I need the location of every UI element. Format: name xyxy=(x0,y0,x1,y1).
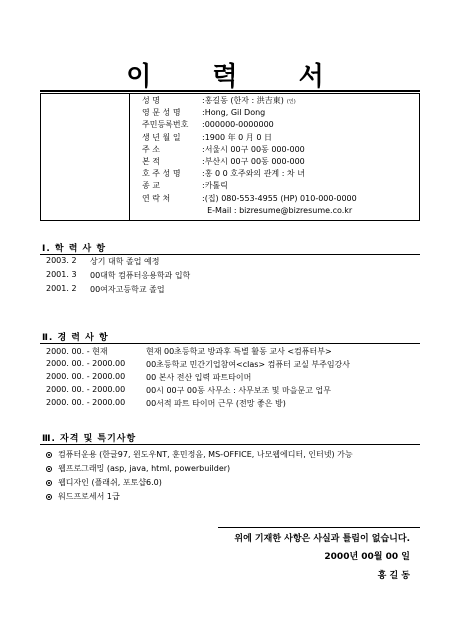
education-section-rule xyxy=(40,254,420,255)
career-row xyxy=(46,385,331,396)
info-row-religion: 종 교 : 카톨릭 xyxy=(142,180,422,192)
career-row xyxy=(46,398,286,409)
info-row-domicile: 본 적 : 부산시 00구 00동 000-000 xyxy=(142,156,422,168)
education-text: 00대학 컴퓨터응용학과 입학 xyxy=(90,271,191,280)
skill-item xyxy=(46,491,120,502)
career-date: 2000. 00. - 2000.00 xyxy=(46,359,126,368)
circle-bullet-icon xyxy=(46,480,52,486)
info-value: 000000-0000000 xyxy=(204,120,274,130)
info-value: Hong, Gil Dong xyxy=(204,108,266,118)
info-row-householder: 호 주 성 명 : 홍 0 0 호주와의 관계 : 차 녀 xyxy=(142,168,422,180)
skills-section-rule xyxy=(40,444,420,445)
info-row-birthdate: 생 년 월 일 : 1900 年 0 月 0 日 xyxy=(142,132,422,144)
declaration-rule xyxy=(218,527,420,528)
career-row xyxy=(46,359,350,370)
info-row-english-name: 영 문 성 명 : Hong, Gil Dong xyxy=(142,107,422,119)
info-value: 홍 0 0 호주와의 관계 : 차 녀 xyxy=(204,169,305,179)
info-label: 영 문 성 명 xyxy=(142,108,181,118)
career-text: 00서적 파트 타이머 근무 (전망 좋은 방) xyxy=(146,399,286,408)
career-date: 2000. 00. - 2000.00 xyxy=(46,398,126,407)
info-row-address: 주 소 : 서울시 00구 00동 000-000 xyxy=(142,144,422,156)
circle-bullet-icon xyxy=(46,494,52,500)
career-row xyxy=(46,372,251,383)
circle-bullet-icon xyxy=(46,452,52,458)
info-label: 호 주 성 명 xyxy=(142,169,181,179)
info-label: 종 교 xyxy=(142,181,160,191)
career-section-title: Ⅱ. 경 력 사 항 xyxy=(42,333,109,343)
education-date: 2001. 2 xyxy=(46,284,77,293)
declaration-statement: 위에 기재한 사항은 사실과 틀림이 없습니다. xyxy=(234,534,410,544)
career-text: 00 본사 전산 입력 파트타이머 xyxy=(146,373,252,382)
career-date: 2000. 00. - 현재 xyxy=(46,347,108,356)
info-value: 부산시 00구 00동 000-000 xyxy=(204,156,305,166)
skill-text: 웹프로그래밍 (asp, java, html, powerbuilder) xyxy=(58,464,231,473)
education-text: 상기 대학 졸업 예정 xyxy=(90,257,160,266)
seal-mark: (인) xyxy=(286,99,296,105)
info-value: 서울시 00구 00동 000-000 xyxy=(204,144,305,154)
skill-text: 워드프로세서 1급 xyxy=(58,492,120,501)
title-divider xyxy=(40,90,420,92)
info-label: 본 적 xyxy=(142,156,160,166)
skill-item xyxy=(46,449,353,460)
info-row-email xyxy=(142,205,422,217)
info-label: 생 년 월 일 xyxy=(142,132,181,142)
education-section-title: Ⅰ. 학 력 사 항 xyxy=(42,244,107,254)
skill-text: 웹디자인 (플래쉬, 포토샵6.0) xyxy=(58,478,162,487)
info-value: E-Mail : bizresume@bizresume.co.kr xyxy=(207,205,353,215)
education-date: 2003. 2 xyxy=(46,256,77,265)
education-row xyxy=(46,270,190,281)
career-text: 00초등학교 민간기업참여<clas> 컴퓨터 교실 부주임강사 xyxy=(146,360,351,369)
career-text: 현재 00초등학교 방과후 특별 활동 교사 <컴퓨터부> xyxy=(146,347,332,356)
info-value: 홍길동 (한자 : 洪吉東) (인) xyxy=(204,96,296,105)
info-row-contact: 연 락 처 : (집) 080-553-4955 (HP) 010-000-0000 xyxy=(142,193,422,205)
skill-item xyxy=(46,463,230,474)
career-text: 00시 00구 00동 사무소 : 사무보조 및 마을문고 업무 xyxy=(146,386,331,395)
photo-placeholder xyxy=(40,93,130,221)
education-text: 00여자고등학교 졸업 xyxy=(90,285,165,294)
info-label: 주민등록번호 xyxy=(142,120,189,130)
info-value: 1900 年 0 月 0 日 xyxy=(204,132,272,142)
info-row-name: 성 명 : 홍길동 (한자 : 洪吉東) (인) xyxy=(142,95,422,107)
skill-item xyxy=(46,477,162,488)
declaration-signer: 홍 길 동 xyxy=(377,571,410,581)
education-row xyxy=(46,256,159,267)
skill-text: 컴퓨터운용 (한글97, 윈도우NT, 훈민정음, MS-OFFICE, 나모웹에디터, 인터넷) 가능 xyxy=(58,450,353,459)
info-value: (집) 080-553-4955 (HP) 010-000-0000 xyxy=(204,193,357,203)
info-label: 주 소 xyxy=(142,144,160,154)
document-title: 이 력 서 xyxy=(126,62,350,92)
info-label xyxy=(142,205,202,217)
personal-info-list xyxy=(142,95,422,217)
career-date: 2000. 00. - 2000.00 xyxy=(46,385,126,394)
circle-bullet-icon xyxy=(46,466,52,472)
info-label: 연 락 처 xyxy=(142,193,171,203)
info-value: 카톨릭 xyxy=(204,181,228,191)
info-row-resident-number: 주민등록번호 : 000000-0000000 xyxy=(142,119,422,131)
education-date: 2001. 3 xyxy=(46,270,77,279)
education-row xyxy=(46,284,165,295)
career-row xyxy=(46,346,332,357)
declaration-date: 2000년 00월 00 일 xyxy=(324,552,410,562)
info-label: 성 명 xyxy=(142,96,160,105)
skills-section-title: Ⅲ. 자격 및 특기사항 xyxy=(42,434,137,444)
career-date: 2000. 00. - 2000.00 xyxy=(46,372,126,381)
career-section-rule xyxy=(40,343,420,344)
